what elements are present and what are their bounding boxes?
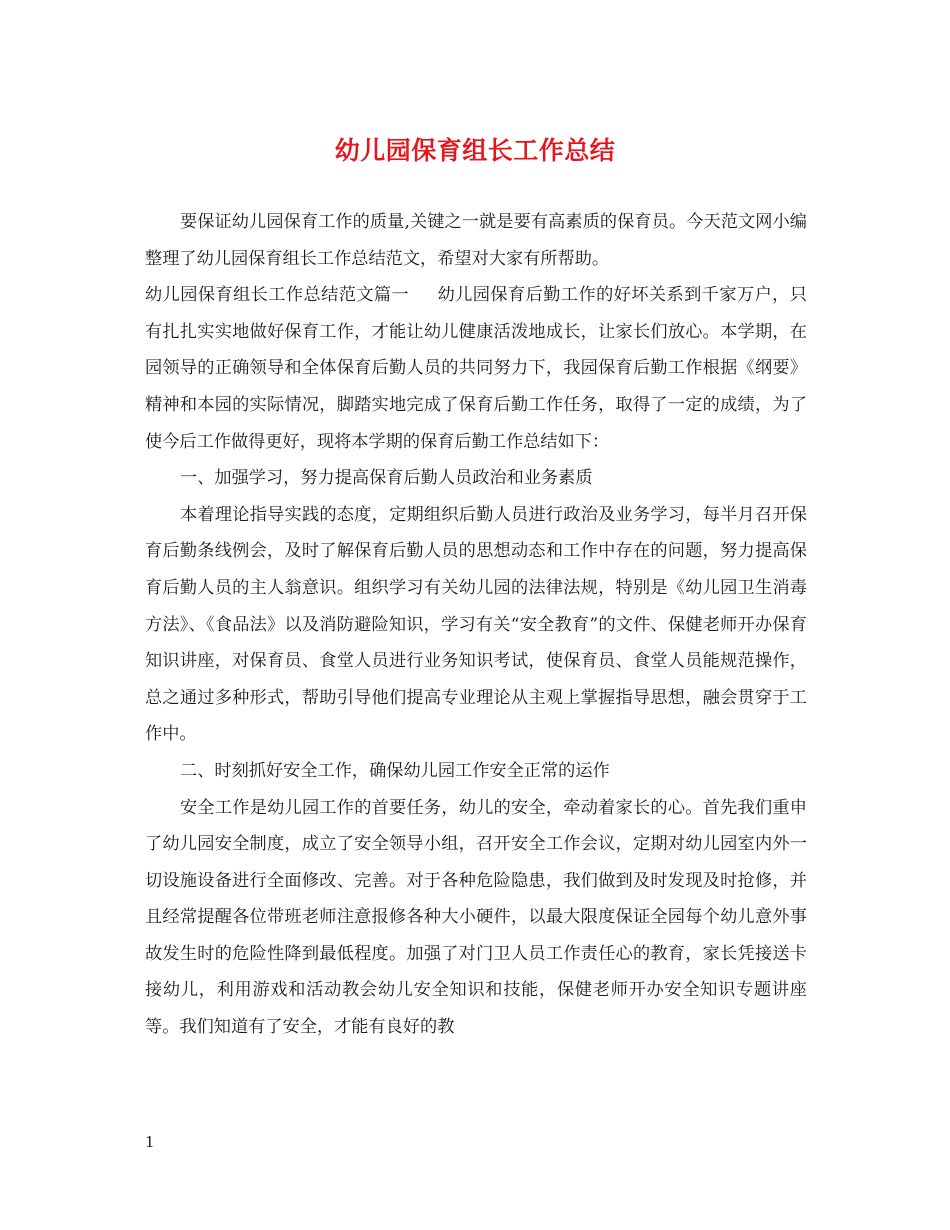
article-one-paragraph (145, 277, 807, 460)
document-body (145, 204, 807, 1046)
section-one-body: 本着理论指导实践的态度，定期组织后勤人员进行政治及业务学习，每半月召开保育后勤条线例会，及时了解保育后勤人员的思想动态和工作中存在的问题，努力提高保育后勤人员的主人翁意识。组织学习有关幼儿园的法律法规，特别是《幼儿园卫生消毒方法》、《食品法》以及消防避险知识，学习有关“安全教育”的文件、保健老师开办保育知识讲座，对保育员、食堂人员进行业务知识考试，使保育员、食堂人员能规范操作，总之通过多种形式，帮助引导他们提高专业理论从主观上掌握指导思想，融会贯穿于工作中。 (145, 504, 807, 745)
section-one-heading: 一、加强学习，努力提高保育后勤人员政治和业务素质 (180, 468, 593, 489)
article-one-body: 幼儿园保育后勤工作的好坏关系到千家万户，只有扎扎实实地做好保育工作，才能让幼儿健康活泼地成长，让家长们放心。本学期，在园领导的正确领导和全体保育后勤人员的共同努力下，我园保育后勤工作根据《纲要》精神和本园的实际情况，脚踏实地完成了保育后勤工作任务，取得了一定的成绩，为了使今后工作做得更好，现将本学期的保育后勤工作总结如下： (145, 285, 807, 452)
section-two-body: 安全工作是幼儿园工作的首要任务，幼儿的安全，牵动着家长的心。首先我们重申了幼儿园安全制度，成立了安全领导小组，召开安全工作会议，定期对幼儿园室内外一切设施设备进行全面修改、完善。对于各种危险隐患，我们做到及时发现及时抢修，并且经常提醒各位带班老师注意报修各种大小硬件，以最大限度保证全园每个幼儿意外事故发生时的危险性降到最低程度。加强了对门卫人员工作责任心的教育，家长凭接送卡接幼儿，利用游戏和活动教会幼儿安全知识和技能，保健老师开办安全知识专题讲座等。我们知道有了安全，才能有良好的教 (145, 797, 807, 1038)
document-title: 幼儿园保育组长工作总结 (334, 136, 616, 165)
article-one-heading: 幼儿园保育组长工作总结范文篇一 (145, 285, 410, 306)
section-two-heading: 二、时刻抓好安全工作，确保幼儿园工作安全正常的运作 (180, 760, 610, 781)
page-number: 1 (145, 1133, 155, 1151)
intro-paragraph: 要保证幼儿园保育工作的质量,关键之一就是要有高素质的保育员。今天范文网小编整理了幼儿园保育组长工作总结范文，希望对大家有所帮助。 (145, 212, 807, 269)
